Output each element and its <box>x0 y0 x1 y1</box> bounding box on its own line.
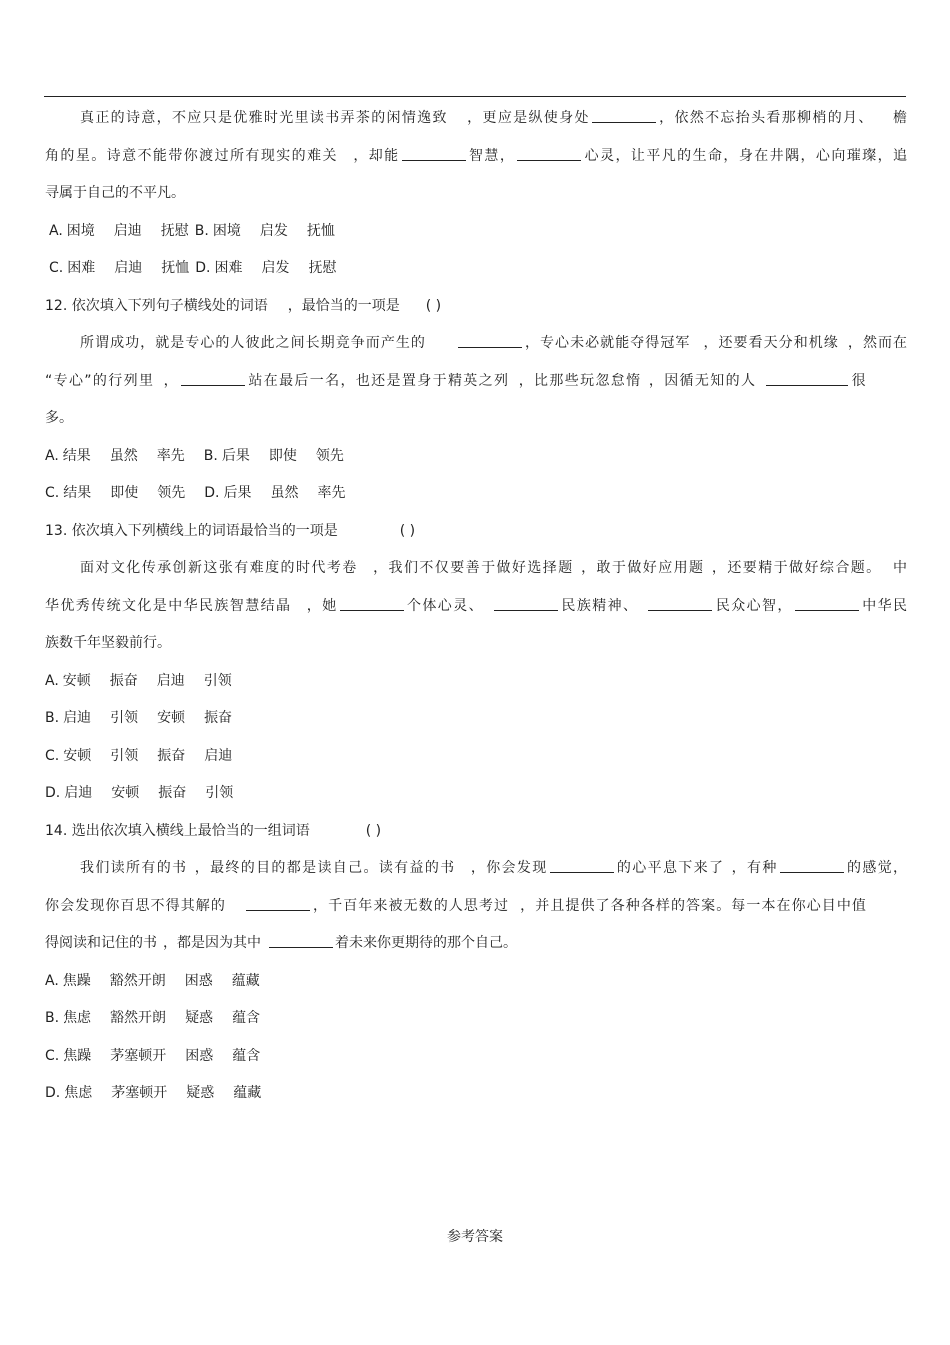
option-label-c[interactable]: C. <box>49 260 64 276</box>
option-word: 启迪 <box>113 222 142 239</box>
option-word: 后果 <box>223 485 252 501</box>
option-word: 引领 <box>203 672 232 689</box>
option-word: 豁然开朗 <box>110 1010 167 1026</box>
passage-text: ，并且提供了各种各样的答案。每一本在你心目中值 <box>519 897 868 914</box>
option-word: 焦虑 <box>64 1085 93 1101</box>
option-word: 振奋 <box>109 672 138 689</box>
option-label-a[interactable]: A. <box>45 447 59 464</box>
passage-text: ，敢于做好应用题 <box>579 560 705 576</box>
option-word: 即使 <box>268 447 297 464</box>
passage-text: ，还要精于做好综合题。 <box>710 560 882 576</box>
option-row <box>45 250 907 288</box>
option-word: 振奋 <box>204 710 233 726</box>
option-row <box>45 1000 907 1038</box>
option-word: 茅塞顿开 <box>111 1085 168 1101</box>
passage-text: ，你会发现 <box>469 860 548 876</box>
passage-text: ，因循无知的人 <box>647 372 757 389</box>
option-label-c[interactable]: C. <box>45 747 60 764</box>
passage-text: ，她 <box>305 597 338 614</box>
option-word: 蕴含 <box>232 1010 261 1026</box>
passage-line <box>45 325 907 363</box>
passage-text: 的感觉， <box>845 860 908 876</box>
passage-line <box>45 588 907 626</box>
option-row <box>45 438 907 476</box>
passage-text: ，依然不忘抬头看那柳梢的月、 <box>657 110 874 126</box>
option-word: 引领 <box>110 747 139 764</box>
fill-blank[interactable] <box>402 143 466 161</box>
passage-text: ，也还是置身于精英之列 <box>340 372 510 389</box>
passage-text: 中 <box>891 560 908 576</box>
passage-text: 华优秀传统文化是中华民族智慧结晶 <box>45 597 292 614</box>
passage-text: ，千百年来被无数的人思考过 <box>311 897 510 914</box>
option-word: 安顿 <box>63 747 92 764</box>
option-word: 启迪 <box>204 747 233 764</box>
fill-blank[interactable] <box>494 593 558 611</box>
answer-parentheses[interactable]: ( ) <box>425 297 442 314</box>
option-label-d[interactable]: D. <box>45 1085 61 1101</box>
passage-text: ，专心未必就能夺得冠军 <box>523 335 691 351</box>
option-word: 焦躁 <box>62 972 91 989</box>
option-word: 豁然开朗 <box>109 972 166 989</box>
option-label-a[interactable]: A. <box>45 972 59 989</box>
passage-text: 中华民 <box>860 597 908 614</box>
option-word: 启迪 <box>156 672 185 689</box>
option-word: 焦虑 <box>63 1010 92 1026</box>
passage-text: ， <box>162 372 180 389</box>
fill-blank[interactable] <box>766 368 848 386</box>
fill-blank[interactable] <box>458 330 522 348</box>
top-rule <box>44 96 906 97</box>
passage-line <box>45 363 907 401</box>
option-label-c[interactable]: C. <box>45 485 60 501</box>
option-row <box>45 213 907 251</box>
fill-blank[interactable] <box>550 855 614 873</box>
option-word: 启发 <box>259 222 288 239</box>
option-word: 振奋 <box>157 747 186 764</box>
option-row <box>45 1075 907 1113</box>
option-word: 困难 <box>67 260 96 276</box>
option-label-b[interactable]: B. <box>45 1010 60 1026</box>
answer-section-title: 参考答案 <box>447 1229 503 1245</box>
passage-text: 着未来你更期待的那个自己。 <box>335 935 517 951</box>
passage-text: 得阅读和记住的书 <box>45 935 157 951</box>
question-stem-12 <box>45 288 907 326</box>
passage-line <box>45 925 907 963</box>
passage-text: 面对文化传承创新这张有难度的时代考卷 <box>80 560 358 576</box>
option-word: 虽然 <box>109 447 138 464</box>
option-word: 抚恤 <box>161 260 190 276</box>
fill-blank[interactable] <box>181 368 245 386</box>
passage-text: 族数千年坚毅前行。 <box>45 635 171 651</box>
fill-blank[interactable] <box>648 593 712 611</box>
option-word: 蕴含 <box>232 1047 261 1064</box>
option-label-d[interactable]: D. <box>195 260 211 276</box>
option-row <box>45 663 907 701</box>
option-word: 启迪 <box>114 260 143 276</box>
option-word: 启发 <box>261 260 290 276</box>
passage-text: 民众心智， <box>714 597 793 614</box>
passage-text: 多。 <box>45 410 73 426</box>
passage-text: 我们读所有的书 <box>80 860 188 876</box>
option-word: 虽然 <box>270 485 299 501</box>
option-word: 疑惑 <box>186 1085 215 1101</box>
question-text: ，最恰当的一项是 <box>287 297 400 314</box>
option-word: 焦躁 <box>63 1047 92 1064</box>
option-word: 抚慰 <box>160 222 189 239</box>
option-word: 抚慰 <box>308 260 337 276</box>
option-word: 引领 <box>205 785 234 801</box>
passage-text: 个体心灵、 <box>405 597 485 614</box>
option-label-d[interactable]: D. <box>45 785 61 801</box>
option-word: 领先 <box>157 485 186 501</box>
passage-text: ，却能 <box>351 147 400 164</box>
fill-blank[interactable] <box>795 593 859 611</box>
option-word: 率先 <box>317 485 346 501</box>
option-label-c[interactable]: C. <box>45 1047 60 1064</box>
passage-text: ，我们不仅要善于做好选择题 <box>371 560 574 576</box>
option-row <box>45 1038 907 1076</box>
question-text: 13. 依次填入下列横线上的词语最恰当的一项是 <box>45 522 338 539</box>
question-text: 14. 选出依次填入横线上最恰当的一组词语 <box>45 822 310 839</box>
fill-blank[interactable] <box>592 105 656 123</box>
option-label-b[interactable]: B. <box>203 447 218 464</box>
option-word: 即使 <box>110 485 139 501</box>
option-word: 困惑 <box>184 972 213 989</box>
option-word: 抚恤 <box>306 222 335 239</box>
passage-text: 站在最后一名 <box>247 372 341 389</box>
option-word: 困惑 <box>185 1047 214 1064</box>
answer-parentheses[interactable]: ( ) <box>399 522 416 539</box>
fill-blank[interactable] <box>340 593 404 611</box>
question-stem-13 <box>45 513 907 551</box>
passage-line <box>45 138 907 176</box>
option-word: 安顿 <box>111 785 140 801</box>
fill-blank[interactable] <box>517 143 581 161</box>
answer-parentheses[interactable]: ( ) <box>365 822 382 839</box>
passage-text: ，最终的目的都是读自己。读有益的书 <box>193 860 456 876</box>
option-word: 蕴藏 <box>231 972 260 989</box>
passage-text: ，更应是纵使身处 <box>465 110 590 126</box>
option-word: 领先 <box>315 447 344 464</box>
passage-line <box>45 100 907 138</box>
question-content <box>45 100 907 1113</box>
option-row <box>45 700 907 738</box>
option-word: 振奋 <box>158 785 187 801</box>
passage-text: 你会发现你百思不得其解的 <box>45 897 226 914</box>
option-word: 后果 <box>221 447 250 464</box>
option-word: 安顿 <box>62 672 91 689</box>
passage-text: 的心平息下来了 <box>615 860 725 876</box>
passage-text: ，还要看天分和机缘 <box>702 335 839 351</box>
option-word: 启迪 <box>63 710 92 726</box>
passage-line <box>45 850 907 888</box>
passage-text: 很 <box>850 372 868 389</box>
fill-blank[interactable] <box>246 893 310 911</box>
option-row <box>45 963 907 1001</box>
passage-text: “专心”的行列里 <box>45 372 155 389</box>
passage-text: 真正的诗意，不应只是优雅时光里读书弄茶的闲情逸致 <box>80 110 448 126</box>
option-label-b[interactable]: B. <box>45 710 60 726</box>
option-word: 困境 <box>66 222 95 239</box>
option-word: 引领 <box>110 710 139 726</box>
option-word: 结果 <box>63 485 92 501</box>
option-word: 安顿 <box>157 710 186 726</box>
question-text: 12. 依次填入下列句子横线处的词语 <box>45 297 268 314</box>
option-word: 蕴藏 <box>233 1085 262 1101</box>
option-word: 困境 <box>212 222 241 239</box>
passage-text: ，然而在 <box>846 335 908 351</box>
passage-text: ，都是因为其中 <box>163 935 261 951</box>
passage-text: 心灵，让平凡的生命，身在井隅，心向璀璨，追 <box>583 147 908 164</box>
option-word: 茅塞顿开 <box>110 1047 167 1064</box>
passage-line <box>45 550 907 588</box>
option-label-a[interactable]: A. <box>45 672 59 689</box>
option-row <box>45 475 907 513</box>
option-word: 困难 <box>214 260 243 276</box>
passage-line <box>45 625 907 663</box>
passage-text: 角的星。诗意不能带你渡过所有现实的难关 <box>45 147 338 164</box>
option-word: 启迪 <box>64 785 93 801</box>
passage-line <box>45 175 907 213</box>
fill-blank[interactable] <box>780 855 844 873</box>
option-row <box>45 738 907 776</box>
option-label-a[interactable]: A. <box>49 222 63 239</box>
passage-text: ，有种 <box>730 860 778 876</box>
passage-line <box>45 888 907 926</box>
option-row <box>45 775 907 813</box>
passage-text: 檐 <box>891 110 908 126</box>
question-stem-14 <box>45 813 907 851</box>
option-label-b[interactable]: B. <box>194 222 209 239</box>
passage-text: 寻属于自己的不平凡。 <box>45 185 185 201</box>
passage-text: ，比那些玩忽怠惰 <box>517 372 642 389</box>
fill-blank[interactable] <box>269 930 333 948</box>
passage-text: 所谓成功，就是专心的人彼此之间长期竞争而产生的 <box>80 335 426 351</box>
option-word: 结果 <box>62 447 91 464</box>
passage-text: 智慧， <box>467 147 516 164</box>
passage-line <box>45 400 907 438</box>
option-word: 疑惑 <box>185 1010 214 1026</box>
option-word: 率先 <box>156 447 185 464</box>
option-label-d[interactable]: D. <box>204 485 220 501</box>
passage-text: 民族精神、 <box>560 597 639 614</box>
